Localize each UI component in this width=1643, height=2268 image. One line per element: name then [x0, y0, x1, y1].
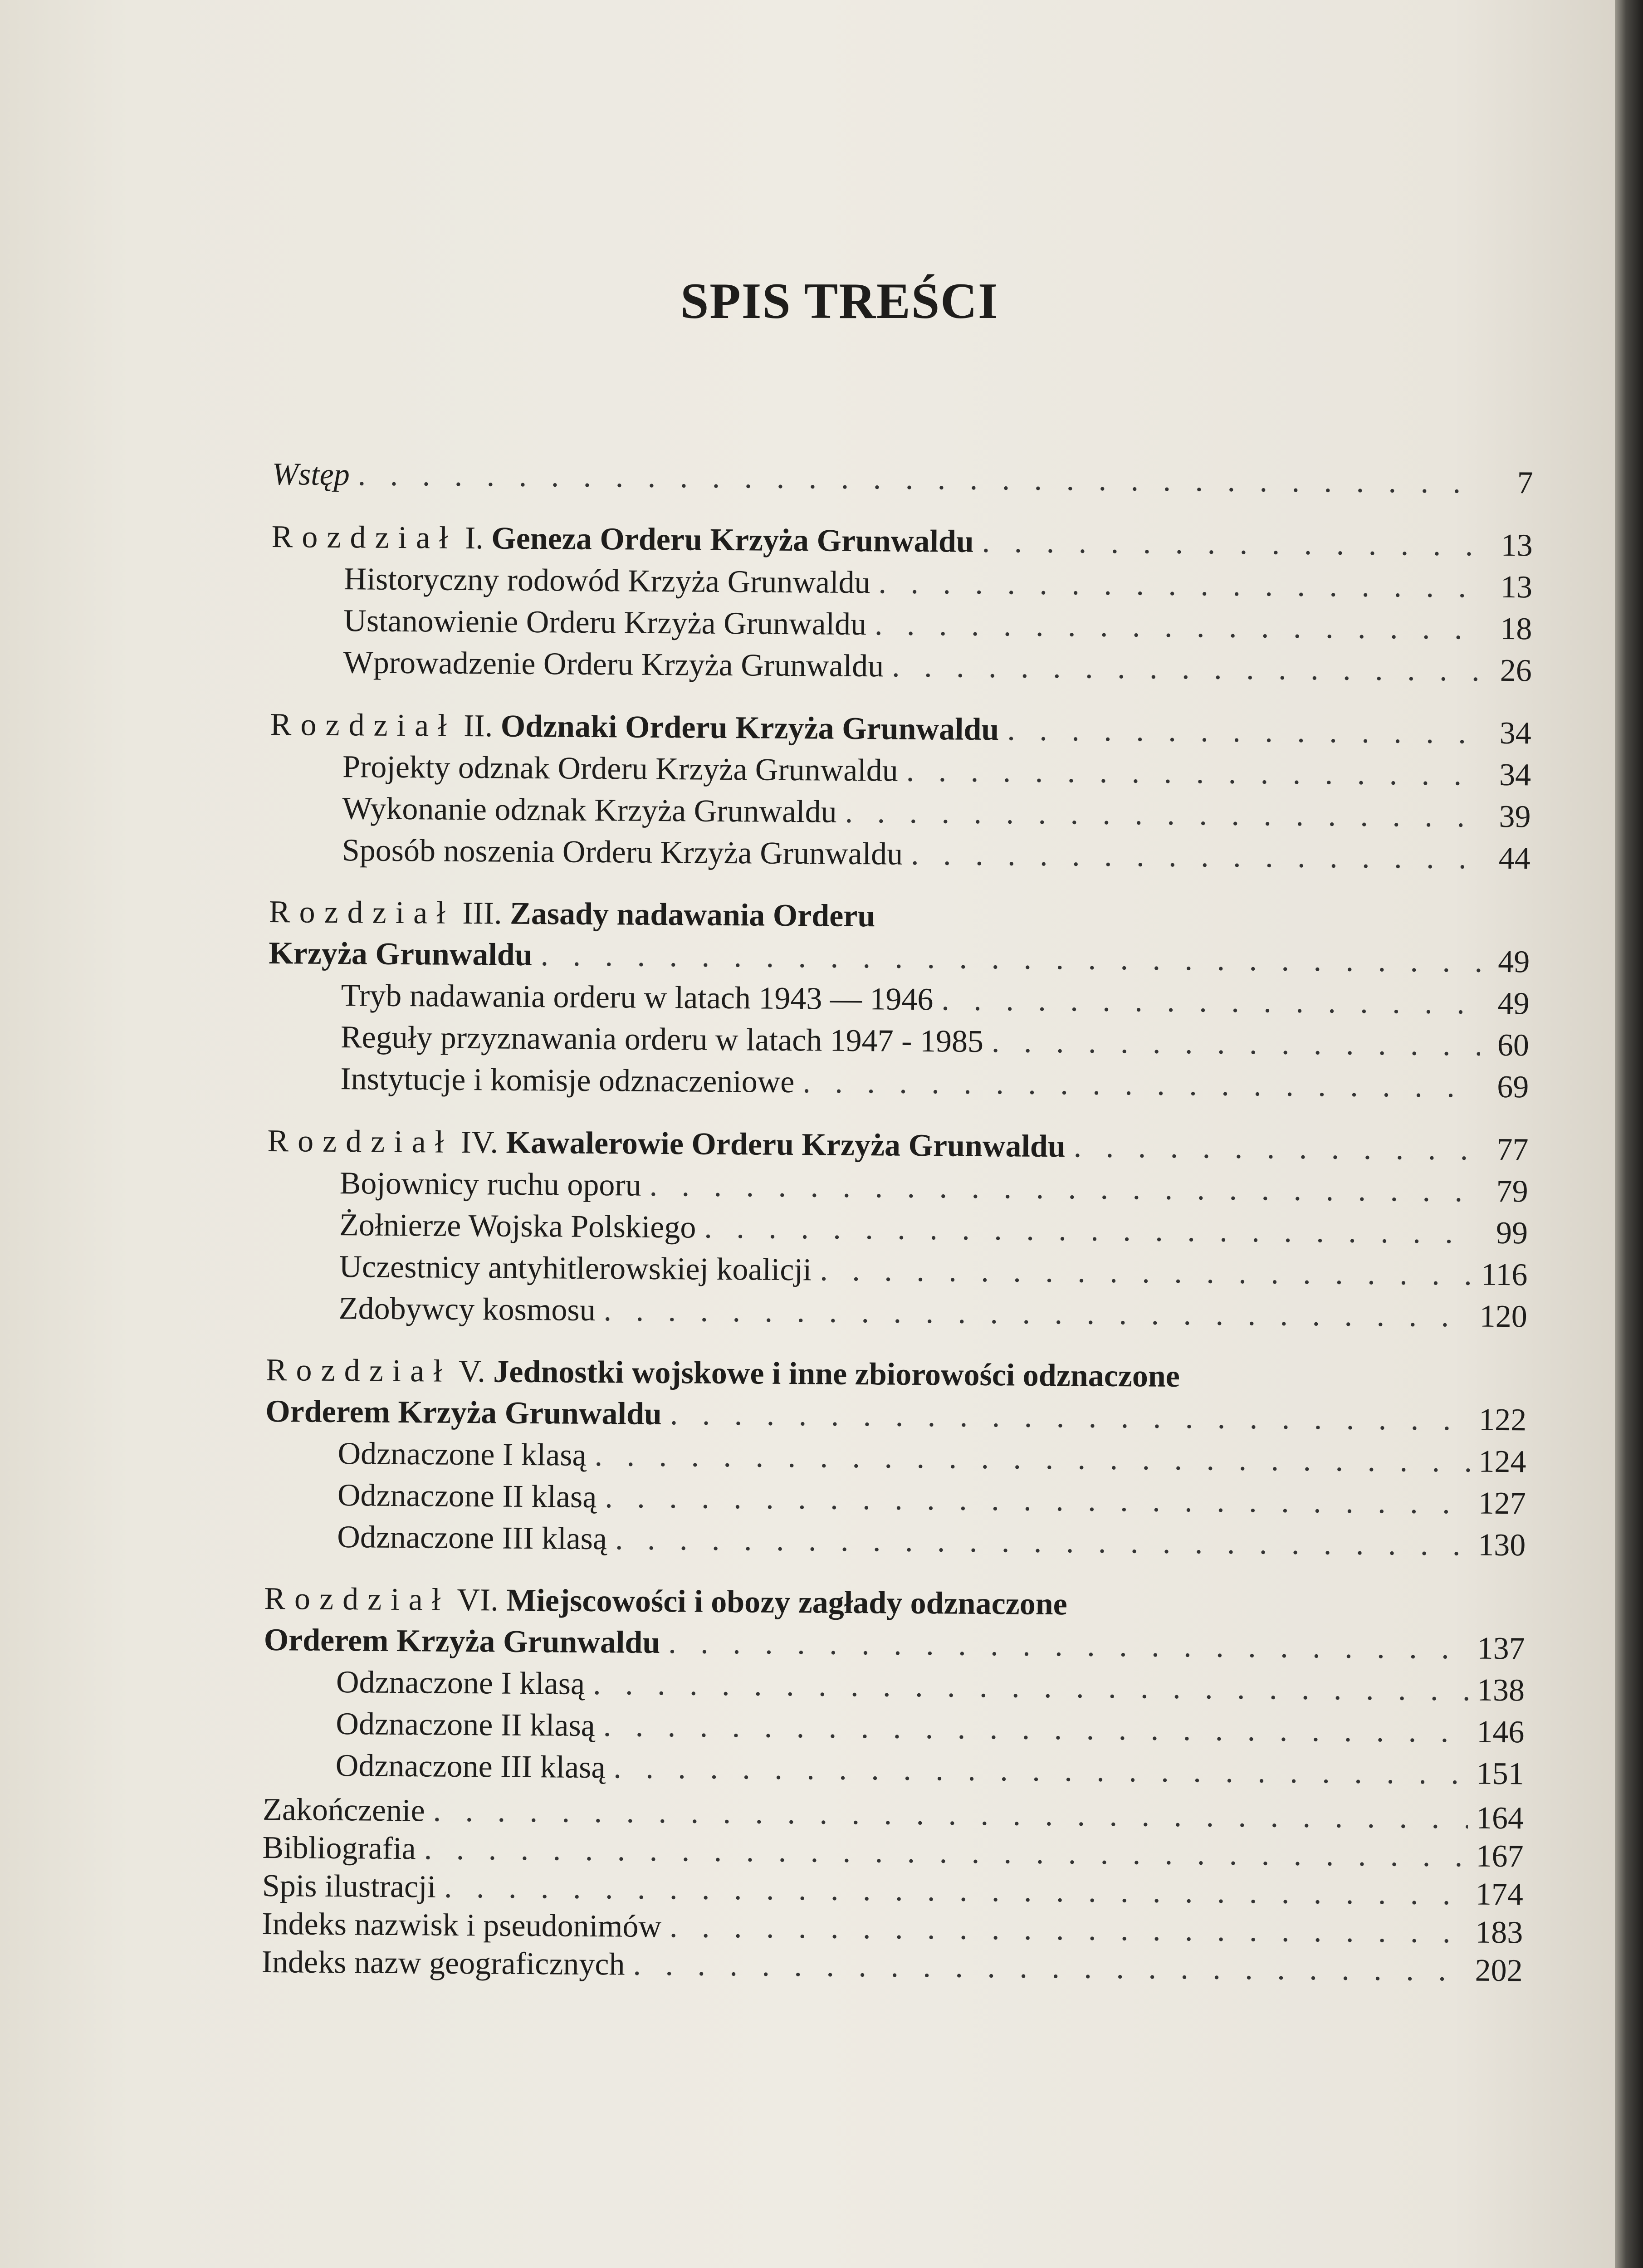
- page-number: 13: [1501, 528, 1533, 563]
- dot-leader: [992, 1021, 1481, 1066]
- chapter-numeral: V.: [458, 1354, 486, 1389]
- section-label: Wprowadzenie Orderu Krzyża Grunwaldu: [343, 645, 884, 684]
- toc-label: Zakończenie: [262, 1792, 425, 1828]
- dot-leader: [1074, 1126, 1480, 1170]
- dot-leader: [633, 1946, 1467, 1990]
- page-number: 49: [1497, 986, 1530, 1022]
- toc-entry-intro: [272, 454, 1533, 504]
- dot-leader: [444, 1868, 1467, 1914]
- chapter-word: Rozdział: [271, 519, 457, 556]
- chapter-numeral: I.: [465, 520, 484, 556]
- page-number: 44: [1498, 841, 1531, 876]
- page-number: 202: [1475, 1953, 1523, 1989]
- dot-leader: [941, 979, 1481, 1024]
- page-number: 34: [1499, 757, 1531, 793]
- page-number: 26: [1500, 653, 1532, 689]
- toc-label: Spis ilustracji: [262, 1868, 436, 1905]
- dot-leader: [668, 1622, 1469, 1669]
- page-number: 137: [1477, 1631, 1525, 1667]
- section-label: Żołnierze Wojska Polskiego: [339, 1207, 696, 1245]
- chapter-numeral: III.: [462, 895, 502, 931]
- page-number: 18: [1500, 611, 1532, 647]
- dot-leader: [649, 1165, 1479, 1212]
- page-number: 7: [1517, 465, 1533, 501]
- dot-leader: [433, 1792, 1468, 1838]
- page-number: 120: [1479, 1299, 1528, 1334]
- page-number: 77: [1496, 1132, 1529, 1168]
- section-label: Ustanowienie Orderu Krzyża Grunwaldu: [343, 603, 867, 642]
- section-label: Projekty odznak Orderu Krzyża Grunwaldu: [342, 749, 899, 788]
- chapter-title: Odznaki Orderu Krzyża Grunwaldu: [500, 709, 999, 748]
- page-number: 69: [1497, 1069, 1529, 1105]
- dot-leader: [594, 1435, 1471, 1482]
- dot-leader: [892, 646, 1483, 692]
- toc-label: Bibliografia: [262, 1830, 416, 1867]
- page-title: SPIS TREŚCI: [680, 273, 999, 329]
- toc-entry: [261, 1943, 1523, 1990]
- section-label: Odznaczone III klasą: [337, 1520, 607, 1557]
- section-label: Sposób noszenia Orderu Krzyża Grunwaldu: [342, 833, 903, 872]
- chapter-numeral: IV.: [460, 1124, 499, 1160]
- page-number: 79: [1496, 1173, 1528, 1209]
- page-number: 116: [1481, 1257, 1528, 1293]
- section-entry: [266, 1287, 1528, 1338]
- toc-label: Wstęp: [272, 456, 350, 493]
- chapter-4: [266, 1120, 1529, 1338]
- chapter-numeral: VI.: [457, 1582, 499, 1618]
- section-label: Odznaczone I klasą: [337, 1436, 587, 1473]
- section-label: Tryb nadawania orderu w latach 1943 — 1946: [341, 978, 934, 1017]
- page-number: 34: [1499, 715, 1532, 751]
- dot-leader: [878, 562, 1483, 608]
- chapter-word: Rozdział: [267, 1123, 453, 1160]
- page-number: 151: [1476, 1756, 1525, 1792]
- dot-leader: [670, 1908, 1467, 1951]
- section-label: Wykonanie odznak Krzyża Grunwaldu: [342, 791, 837, 830]
- chapter-word: Rozdział: [265, 1352, 451, 1389]
- chapter-3: [268, 892, 1530, 1108]
- section-label: Zdobywcy kosmosu: [338, 1291, 596, 1328]
- chapter-word: Rozdział: [264, 1581, 450, 1618]
- section-label: Odznaczone II klasą: [337, 1478, 597, 1515]
- dot-leader: [605, 1476, 1470, 1524]
- dot-leader: [540, 934, 1481, 982]
- section-label: Instytucje i komisje odznaczeniowe: [340, 1061, 795, 1100]
- chapter-2: [269, 704, 1532, 880]
- page-number: 99: [1496, 1215, 1528, 1251]
- page-number: 167: [1476, 1838, 1524, 1874]
- page-number: 49: [1497, 944, 1530, 980]
- dot-leader: [424, 1830, 1467, 1875]
- page-number: 174: [1475, 1877, 1524, 1912]
- dot-leader: [670, 1393, 1471, 1441]
- chapter-title-continued: Orderem Krzyża Grunwaldu: [264, 1622, 660, 1661]
- dot-leader: [704, 1207, 1479, 1254]
- section-label: Reguły przyznawania orderu w latach 1947 - 1985: [340, 1020, 984, 1059]
- dot-leader: [875, 604, 1483, 650]
- page-number: 60: [1497, 1027, 1530, 1063]
- section-entry: [263, 1745, 1524, 1795]
- chapter-title: Jednostki wojskowe i inne zbiorowości odznaczone: [493, 1354, 1180, 1394]
- page-number: 122: [1478, 1402, 1527, 1438]
- chapter-title: Zasady nadawania Orderu: [509, 896, 875, 934]
- page-number: 39: [1499, 799, 1531, 835]
- dot-leader: [357, 454, 1484, 503]
- chapter-title: Miejscowości i obozy zagłady odznaczone: [506, 1583, 1068, 1622]
- book-spine-shadow: [1615, 0, 1643, 2268]
- dot-leader: [613, 1747, 1468, 1794]
- section-entry: [270, 641, 1532, 692]
- dot-leader: [982, 521, 1483, 567]
- page-number: 146: [1477, 1714, 1525, 1750]
- dot-leader: [615, 1518, 1470, 1566]
- chapter-word: Rozdział: [270, 707, 456, 743]
- page-number: 138: [1477, 1672, 1525, 1708]
- dot-leader: [845, 792, 1482, 838]
- toc-label: Indeks nazw geograficznych: [261, 1944, 625, 1982]
- chapter-title-continued: Krzyża Grunwaldu: [269, 935, 533, 973]
- chapter-5: [264, 1350, 1527, 1566]
- section-entry: [268, 1058, 1529, 1108]
- page-number: 127: [1478, 1486, 1526, 1521]
- page-number: 183: [1475, 1915, 1523, 1950]
- dot-leader: [911, 834, 1482, 880]
- section-label: Uczestnicy antyhitlerowskiej koalicji: [339, 1249, 812, 1288]
- section-label: Bojownicy ruchu oporu: [339, 1166, 641, 1203]
- section-label: Odznaczone III klasą: [335, 1748, 606, 1785]
- toc-label: Indeks nazwisk i pseudonimów: [262, 1906, 662, 1945]
- chapter-title-continued: Orderem Krzyża Grunwaldu: [265, 1393, 662, 1432]
- table-of-contents: [261, 454, 1533, 1990]
- dot-leader: [1007, 709, 1482, 754]
- chapter-numeral: II.: [463, 708, 493, 744]
- section-entry: [264, 1516, 1526, 1566]
- dot-leader: [603, 1290, 1472, 1337]
- section-entry: [269, 829, 1531, 880]
- chapter-word: Rozdział: [269, 894, 455, 931]
- chapter-1: [270, 516, 1533, 692]
- page-number: 164: [1476, 1800, 1524, 1836]
- page-number: 13: [1500, 569, 1533, 605]
- closing-entries: [261, 1791, 1524, 1990]
- chapter-6: [263, 1579, 1525, 1795]
- page-number: 124: [1478, 1444, 1526, 1480]
- dot-leader: [603, 1705, 1468, 1753]
- dot-leader: [820, 1249, 1473, 1295]
- page-number: 130: [1477, 1527, 1526, 1563]
- dot-leader: [906, 750, 1482, 796]
- dot-leader: [802, 1061, 1480, 1108]
- chapter-title: Kawalerowie Orderu Krzyża Grunwaldu: [506, 1125, 1066, 1164]
- section-label: Historyczny rodowód Krzyża Grunwaldu: [343, 562, 870, 601]
- section-label: Odznaczone I klasą: [336, 1665, 585, 1701]
- dot-leader: [593, 1663, 1469, 1711]
- chapter-title: Geneza Orderu Krzyża Grunwaldu: [491, 521, 974, 559]
- section-label: Odznaczone II klasą: [336, 1706, 596, 1744]
